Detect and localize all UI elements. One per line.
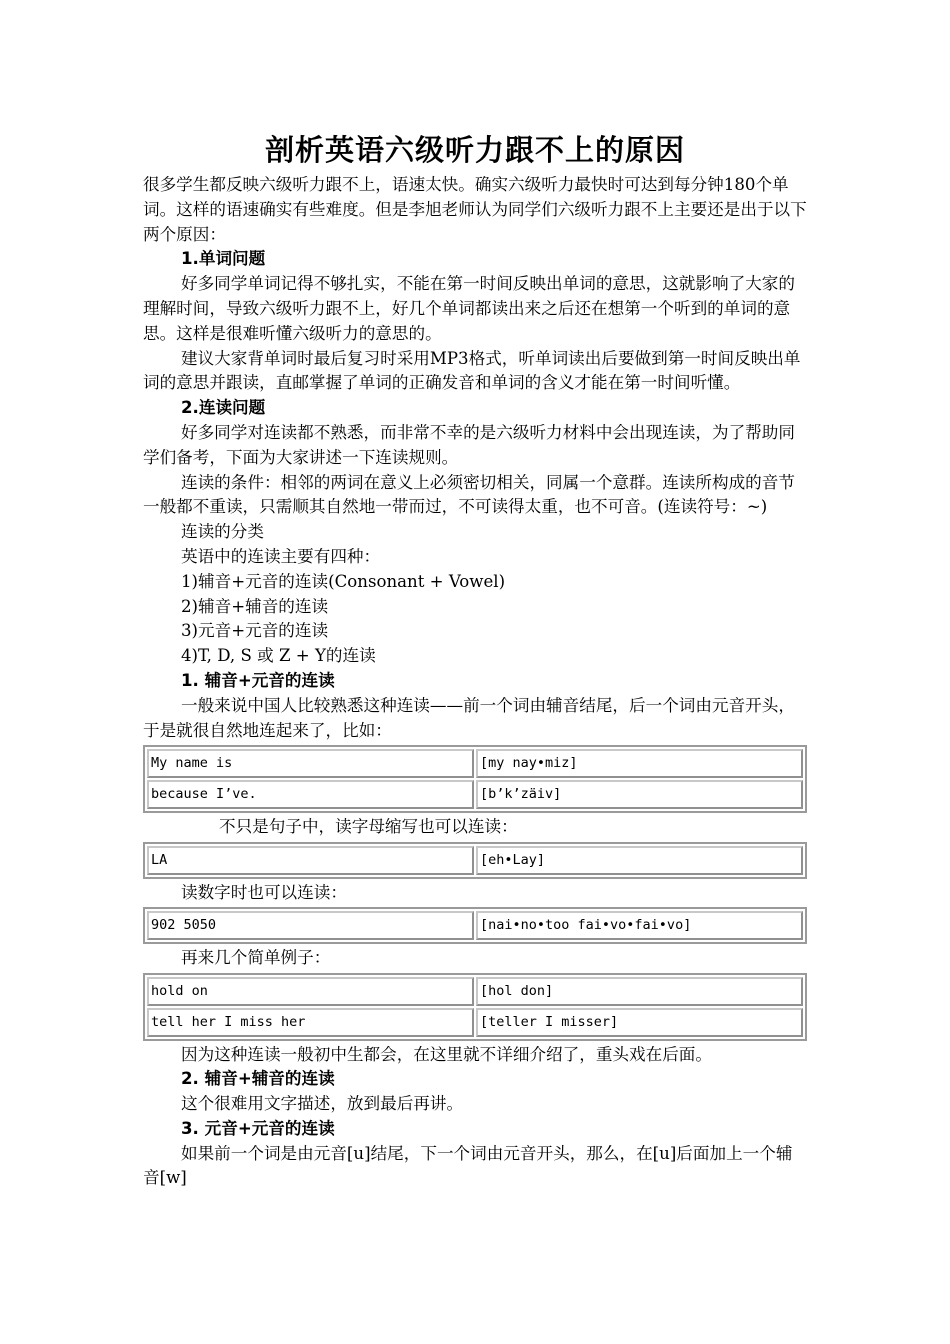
section-1-paragraph-1: 好多同学单词记得不够扎实，不能在第一时间反映出单词的意思，这就影响了大家的理解时间，导致六级听力跟不上，好几个单词都读出来之后还在想第一个听到的单词的意思。这样是很难听懂六级听力的意思的。 <box>143 274 795 343</box>
table-cell-pronunciation: [eh•Lay] <box>476 846 803 875</box>
classification-item: 3)元音+元音的连读 <box>181 621 329 641</box>
classification-item: 2)辅音+辅音的连读 <box>181 596 329 616</box>
note-abbreviation: 不只是句子中，读字母缩写也可以连读： <box>219 816 518 836</box>
table-cell-phrase: My name is <box>147 749 474 778</box>
category-1-heading: 1. 辅音+元音的连读 <box>181 670 335 690</box>
section-2-heading: 2.连读问题 <box>181 398 266 418</box>
intro-paragraph: 很多学生都反映六级听力跟不上，语速太快。确实六级听力最快时可达到每分钟180个单词。这样的语速确实有些难度。但是李旭老师认为同学们六级听力跟不上主要还是出于以下两个原因： <box>143 175 807 244</box>
example-table-1 <box>143 745 807 813</box>
section-1-paragraph-2: 建议大家背单词时最后复习时采用MP3格式，听单词读出后要做到第一时间反映出单词的意思并跟读，直邮掌握了单词的正确发音和单词的含义才能在第一时间听懂。 <box>143 348 801 393</box>
classification-intro: 英语中的连读主要有四种： <box>181 546 381 566</box>
category-3-heading: 3. 元音+元音的连读 <box>181 1118 335 1138</box>
category-2-heading: 2. 辅音+辅音的连读 <box>181 1069 335 1089</box>
table-cell-pronunciation: [teller I misser] <box>476 1008 803 1037</box>
table-cell-phrase: hold on <box>147 977 474 1006</box>
table-cell-pronunciation: [nai•no•too fai•vo•fai•vo] <box>476 911 803 940</box>
table-cell-phrase: LA <box>147 846 474 875</box>
table-row <box>147 846 803 875</box>
table-row <box>147 911 803 940</box>
category-2-paragraph: 这个很难用文字描述，放到最后再讲。 <box>181 1094 464 1114</box>
classification-title: 连读的分类 <box>181 522 264 542</box>
section-2-paragraph-1: 好多同学对连读都不熟悉，而非常不幸的是六级听力材料中会出现连读，为了帮助同学们备考，下面为大家讲述一下连读规则。 <box>143 422 795 467</box>
section-1-heading: 1.单词问题 <box>181 249 266 269</box>
table-row <box>147 1008 803 1037</box>
note-more-examples: 再来几个简单例子： <box>181 948 331 968</box>
section-2-paragraph-2: 连读的条件：相邻的两词在意义上必须密切相关，同属一个意群。连读所构成的音节一般都不重读，只需顺其自然地一带而过，不可读得太重，也不可音。(连读符号：~) <box>143 472 795 517</box>
example-table-2 <box>143 842 807 879</box>
classification-item: 4)T, D, S 或 Z + Y的连读 <box>181 646 376 666</box>
table-cell-pronunciation: [my nay•miz] <box>476 749 803 778</box>
document-body <box>143 173 807 1191</box>
category-3-paragraph: 如果前一个词是由元音[u]结尾，下一个词由元音开头，那么，在[u]后面加上一个辅音[w] <box>143 1143 793 1188</box>
table-cell-phrase: 902 5050 <box>147 911 474 940</box>
note-numbers: 读数字时也可以连读： <box>181 882 347 902</box>
table-row <box>147 780 803 809</box>
note-conclusion: 因为这种连读一般初中生都会，在这里就不详细介绍了，重头戏在后面。 <box>181 1044 712 1064</box>
table-cell-phrase: tell her I miss her <box>147 1008 474 1037</box>
table-row <box>147 749 803 778</box>
example-table-4 <box>143 973 807 1041</box>
table-cell-pronunciation: [b’k’zäiv] <box>476 780 803 809</box>
table-row <box>147 977 803 1006</box>
table-cell-phrase: because I’ve. <box>147 780 474 809</box>
classification-item: 1)辅音+元音的连读(Consonant + Vowel) <box>181 571 506 591</box>
page-title: 剖析英语六级听力跟不上的原因 <box>264 133 685 167</box>
table-cell-pronunciation: [hol don] <box>476 977 803 1006</box>
category-1-paragraph: 一般来说中国人比较熟悉这种连读——前一个词由辅音结尾，后一个词由元音开头，于是就很自然地连起来了，比如： <box>143 695 795 740</box>
example-table-3 <box>143 907 807 944</box>
